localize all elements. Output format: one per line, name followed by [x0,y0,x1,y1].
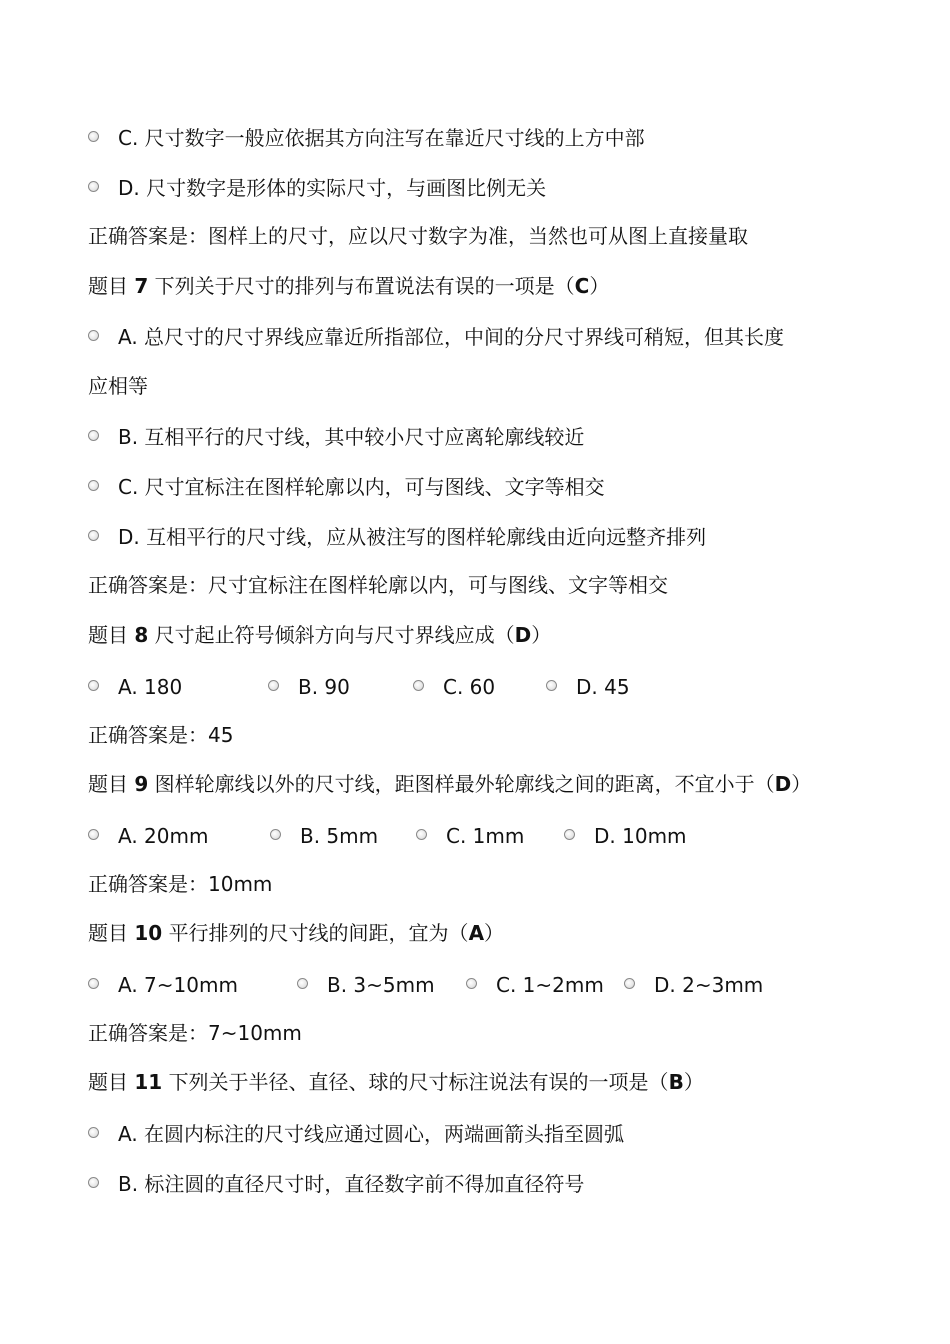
option-text: D. 10mm [594,824,687,848]
option-text: B. 3~5mm [327,973,435,997]
option-text: B. 标注圆的直径尺寸时，直径数字前不得加直径符号 [118,1172,585,1196]
radio-icon[interactable] [88,181,99,192]
question-text: 图样轮廓线以外的尺寸线，距图样最外轮廓线之间的距离，不宜小于（ [154,772,775,796]
question-close: ） [791,772,812,796]
answer-key: D [514,623,532,647]
answer-key: A [468,921,485,945]
radio-icon[interactable] [413,680,424,691]
answer-key: C [574,274,590,298]
option-text: C. 1mm [446,824,525,848]
answer-key: D [774,772,792,796]
question-number: 9 [134,772,149,796]
q10-correct-answer: 正确答案是：7~10mm [88,1021,302,1045]
radio-icon[interactable] [88,1177,99,1188]
q7-option-a-continuation: 应相等 [88,374,148,398]
radio-icon[interactable] [88,530,99,541]
question-text: 尺寸起止符号倾斜方向与尺寸界线应成（ [154,623,515,647]
q8-question [88,621,551,649]
option-text: D. 45 [576,675,630,699]
question-number: 7 [134,274,149,298]
radio-icon[interactable] [88,680,99,691]
option-text: A. 总尺寸的尺寸界线应靠近所指部位，中间的分尺寸界线可稍短，但其长度 [118,325,785,349]
q9-correct-answer: 正确答案是：10mm [88,872,273,896]
question-close: ） [589,274,610,298]
radio-icon[interactable] [270,829,281,840]
q11-question [88,1068,704,1096]
radio-icon[interactable] [297,978,308,989]
radio-icon[interactable] [88,829,99,840]
option-text: C. 尺寸数字一般应依据其方向注写在靠近尺寸线的上方中部 [118,126,645,150]
q9-question [88,770,811,798]
question-prefix: 题目 [88,1070,128,1094]
option-text: A. 在圆内标注的尺寸线应通过圆心，两端画箭头指至圆弧 [118,1122,625,1146]
radio-icon[interactable] [416,829,427,840]
question-number: 11 [134,1070,163,1094]
radio-icon[interactable] [88,1127,99,1138]
question-text: 下列关于半径、直径、球的尺寸标注说法有误的一项是（ [168,1070,669,1094]
question-number: 10 [134,921,163,945]
question-text: 平行排列的尺寸线的间距，宜为（ [168,921,469,945]
question-text: 下列关于尺寸的排列与布置说法有误的一项是（ [154,274,575,298]
option-text: D. 尺寸数字是形体的实际尺寸，与画图比例无关 [118,176,547,200]
option-text: B. 互相平行的尺寸线，其中较小尺寸应离轮廓线较近 [118,425,585,449]
radio-icon[interactable] [466,978,477,989]
q8-correct-answer: 正确答案是：45 [88,723,234,747]
question-prefix: 题目 [88,623,128,647]
q7-correct-answer: 正确答案是：尺寸宜标注在图样轮廓以内，可与图线、文字等相交 [88,573,668,597]
radio-icon[interactable] [88,131,99,142]
question-close: ） [683,1070,704,1094]
radio-icon[interactable] [564,829,575,840]
option-text: A. 20mm [118,824,209,848]
question-prefix: 题目 [88,772,128,796]
q6-correct-answer: 正确答案是：图样上的尺寸，应以尺寸数字为准，当然也可从图上直接量取 [88,224,748,248]
option-text: C. 1~2mm [496,973,604,997]
answer-key: B [668,1070,684,1094]
option-text: A. 180 [118,675,183,699]
option-text: B. 5mm [300,824,379,848]
radio-icon[interactable] [268,680,279,691]
option-text: D. 互相平行的尺寸线，应从被注写的图样轮廓线由近向远整齐排列 [118,525,707,549]
question-prefix: 题目 [88,921,128,945]
question-prefix: 题目 [88,274,128,298]
radio-icon[interactable] [546,680,557,691]
option-text: D. 2~3mm [654,973,764,997]
radio-icon[interactable] [88,978,99,989]
radio-icon[interactable] [88,330,99,341]
radio-icon[interactable] [624,978,635,989]
radio-icon[interactable] [88,480,99,491]
question-close: ） [531,623,552,647]
q7-question [88,272,609,300]
q10-question [88,919,504,947]
radio-icon[interactable] [88,430,99,441]
option-text: C. 60 [443,675,496,699]
option-text: B. 90 [298,675,350,699]
option-text: A. 7~10mm [118,973,238,997]
question-number: 8 [134,623,149,647]
question-close: ） [484,921,505,945]
option-text: C. 尺寸宜标注在图样轮廓以内，可与图线、文字等相交 [118,475,605,499]
